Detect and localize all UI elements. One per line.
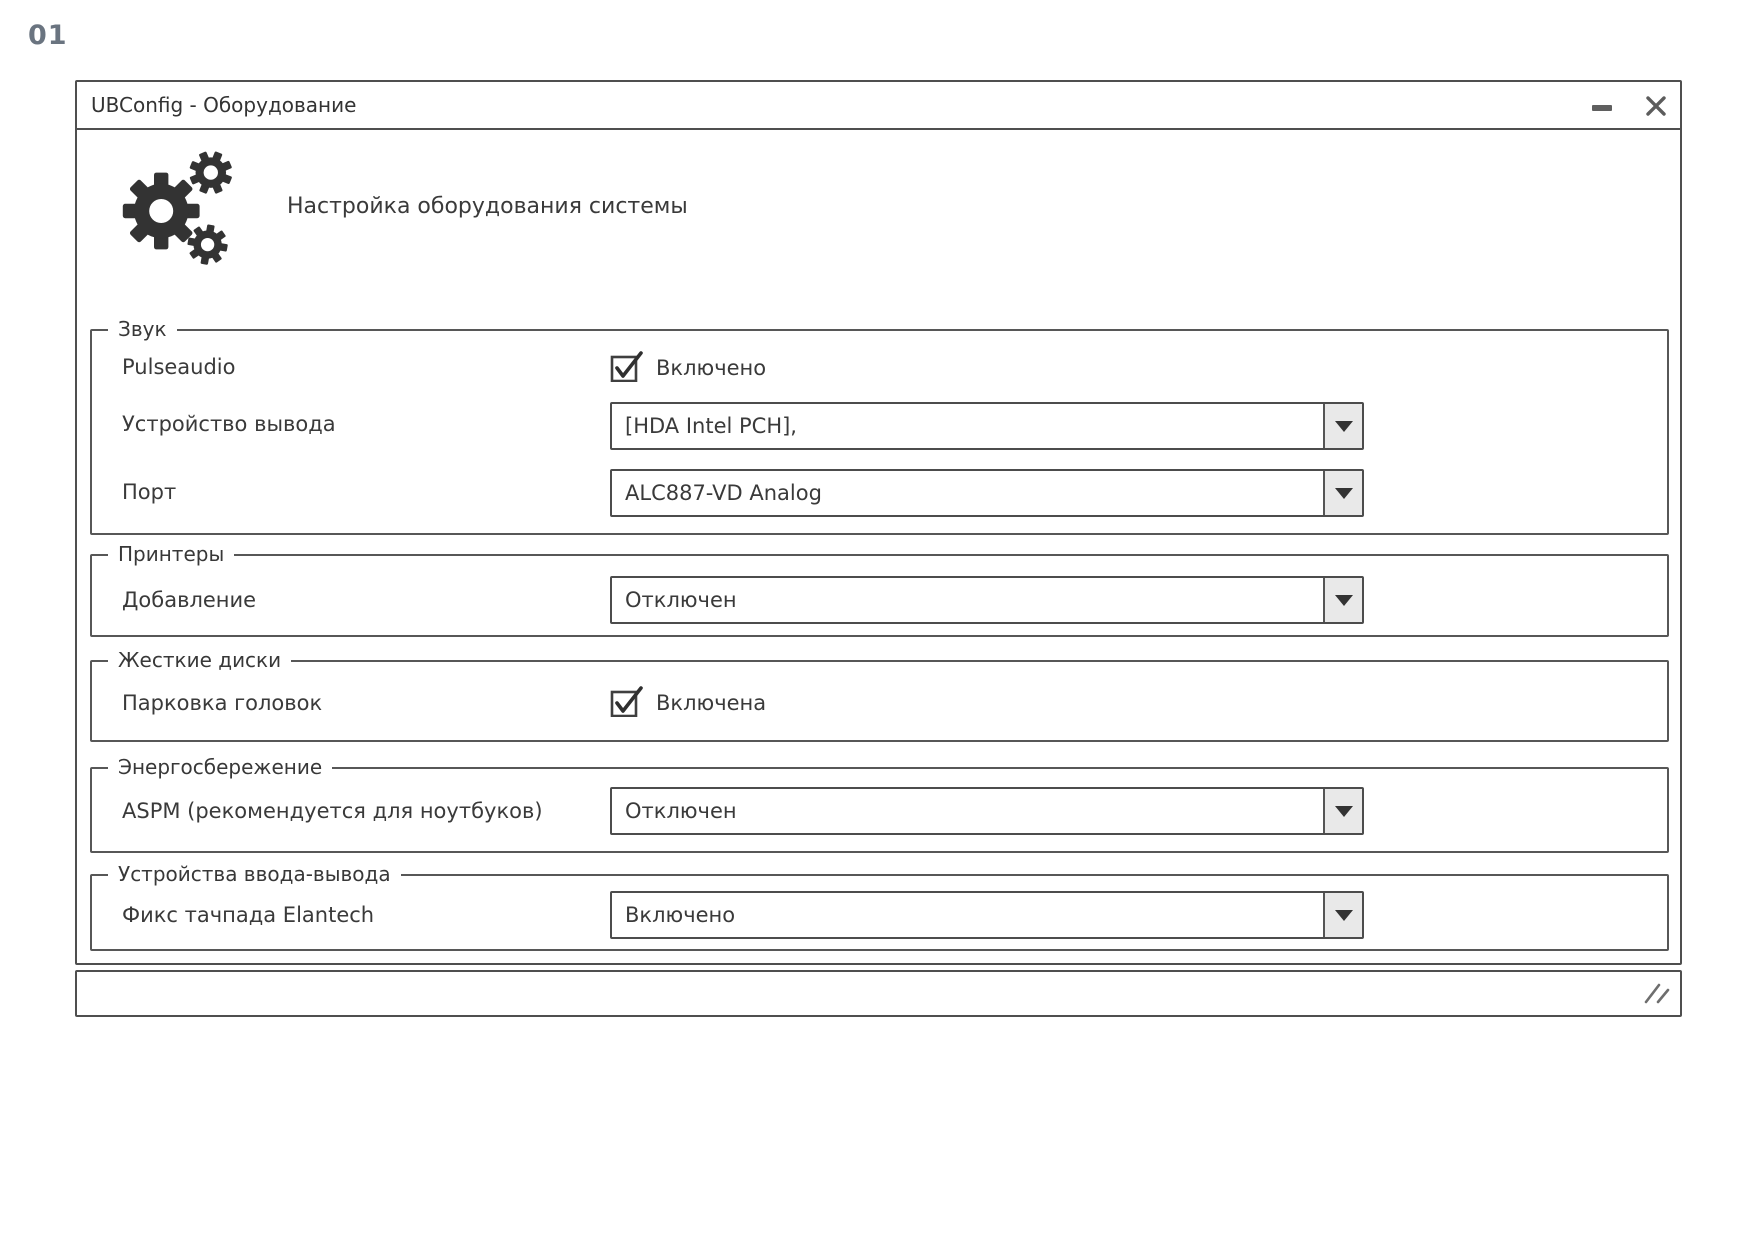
titlebar [77,82,1680,130]
group-hard-disks [90,648,1669,742]
window-title: UBConfig - Оборудование [91,93,357,117]
output-device-dropdown[interactable] [610,402,1364,450]
chevron-down-icon[interactable] [1323,789,1362,833]
page-title: Настройка оборудования системы [287,194,688,219]
label-aspm: ASPM (рекомендуется для ноутбуков) [122,799,543,823]
checkbox-label: Включено [656,356,767,380]
head-parking-checkbox[interactable] [610,685,766,717]
label-elantech-fix: Фикс тачпада Elantech [122,903,375,927]
chevron-down-icon[interactable] [1323,471,1362,515]
dropdown-value: [HDA Intel PCH], [625,414,797,438]
group-io-devices-legend: Устройства ввода-вывода [108,862,401,886]
checkbox-label: Включена [656,691,767,715]
label-add-printer: Добавление [122,588,257,612]
port-dropdown[interactable] [610,469,1364,517]
group-printers-legend: Принтеры [108,542,234,566]
group-power-saving-legend: Энергосбережение [108,755,332,779]
chevron-down-icon[interactable] [1323,404,1362,448]
resize-grip-icon[interactable] [1642,982,1672,1010]
slide-number: 01 [28,20,68,51]
chevron-down-icon[interactable] [1323,893,1362,937]
label-pulseaudio: Pulseaudio [122,355,236,379]
checkbox-checked-icon [610,350,646,382]
dropdown-value: Включено [625,903,736,927]
label-head-parking: Парковка головок [122,691,323,715]
printer-add-dropdown[interactable] [610,576,1364,624]
dropdown-value: Отключен [625,799,737,823]
gears-icon [110,146,238,272]
minimize-icon [1592,105,1612,111]
chevron-down-icon[interactable] [1323,578,1362,622]
elantech-fix-dropdown[interactable] [610,891,1364,939]
label-port: Порт [122,480,177,504]
minimize-button[interactable] [1586,94,1618,118]
dropdown-value: ALC887-VD Analog [625,481,822,505]
group-hard-disks-legend: Жесткие диски [108,648,291,672]
label-output-device: Устройство вывода [122,412,336,436]
status-bar [75,970,1682,1017]
pulseaudio-checkbox[interactable] [610,350,766,382]
dropdown-value: Отключен [625,588,737,612]
ubconfig-window [75,80,1682,965]
close-button[interactable] [1642,92,1670,120]
aspm-dropdown[interactable] [610,787,1364,835]
checkbox-checked-icon [610,685,646,717]
close-icon [1642,92,1670,120]
group-sound-legend: Звук [108,317,177,341]
